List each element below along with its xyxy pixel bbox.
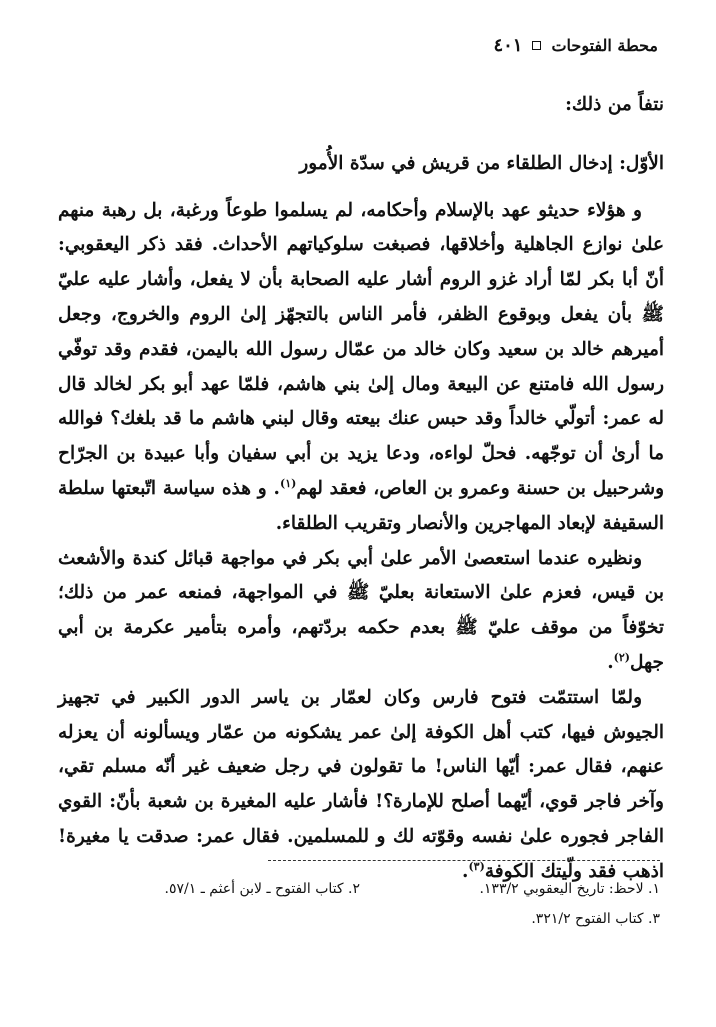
body-text [58, 88, 664, 890]
footnote-1: ١. لاحظ: تاريخ اليعقوبي ١٣٣/٢. [479, 881, 660, 897]
footnote-ref-1[interactable]: (١) [280, 476, 297, 490]
footnote-2: ٢. كتاب الفتوح ـ لابن أعثم ـ ٥٧/١. [164, 881, 360, 897]
page-number: ٤٠١ [493, 34, 523, 56]
paragraph-1: و هؤلاء حديثو عهد بالإسلام وأحكامه، لم يسلموا طوعاً ورغبة، بل رهبة منهم علىٰ نوازع الجاهلية وأخلاقها، فصبغت سلوكياتهم الأحداث. فقد ذكر اليعقوبي: أنّ أبا بكر لمّا أراد غزو الروم أشار عليه الصحابة بأن لا يفعل، وأشار عليه عليّ ﷺ بأن يفعل وبوقوع الظفر، فأمر الناس بالتجهّز إلىٰ الروم والخروج، وجعل أميرهم خالد بن سعيد وكان خالد من عمّال رسول الله باليمن، فقدم وقد توفّي رسول الله فامتنع عن البيعة ومال إلىٰ بني هاشم، فلمّا عهد أبو بكر لخالد قال له عمر: أتولّي خالداً وقد حبس عنك بيعته وقال لبني هاشم ما قد بلغك؟ فوالله ما أرىٰ أن توجّهه. فحلّ لواءه، ودعا يزيد بن أبي سفيان وأبا عبيدة بن الجرّاح وشرحبيل بن حسنة وعمرو بن العاص، فعقد لهم$^{(١)}$. و هذه سياسة اتّبعتها سلطة السقيفة لإبعاد المهاجرين والأنصار وتقريب الطلقاء. [58, 199, 664, 534]
square-ornament-icon [532, 41, 541, 50]
section-heading: الأوّل: إدخال الطلقاء من قريش في سدّة الأُمور [299, 152, 664, 174]
footnote-ref-3[interactable]: (٣) [468, 859, 485, 873]
footnote-divider [268, 860, 660, 861]
footnote-ref-2[interactable]: (٢) [613, 650, 631, 664]
paragraph-2: ونظيره عندما استعصىٰ الأمر علىٰ أبي بكر في مواجهة قبائل كندة والأشعث بن قيس، فعزم علىٰ الاستعانة بعليّ ﷺ في المواجهة، فمنعه عمر من ذلك؛ تخوّفاً من موقف عليّ ﷺ بعدم حكمه بردّتهم، وأمره بتأمير عكرمة بن أبي جهل$^{(٢)}$. [58, 547, 664, 673]
footnotes [140, 874, 660, 934]
footnote-3: ٣. كتاب الفتوح ٣٢١/٢. [531, 911, 660, 927]
intro-line: نتفاً من ذلك: [565, 94, 664, 115]
paragraph-3: ولمّا استتمّت فتوح فارس وكان لعمّار بن ياسر الدور الكبير في تجهيز الجيوش فيها، كتب أهل الكوفة إلىٰ عمر يشكونه من عمّار ويسألونه أن يعزله عنهم، فقال عمر: أيّها الناس! ما تقولون في رجل ضعيف غير أنّه مسلم تقي، وآخر فاجر قوي، أيّهما أصلح للإمارة؟! فأشار عليه المغيرة بن شعبة بأنّ: القوي الفاجر فجوره علىٰ نفسه وقوّته لك و للمسلمين. فقال عمر: صدقت يا مغيرة! اذهب فقد ولّيتك الكوفة$^{(٣)}$. [58, 686, 664, 882]
running-header [60, 30, 658, 60]
header-title: محطة الفتوحات [551, 35, 658, 55]
